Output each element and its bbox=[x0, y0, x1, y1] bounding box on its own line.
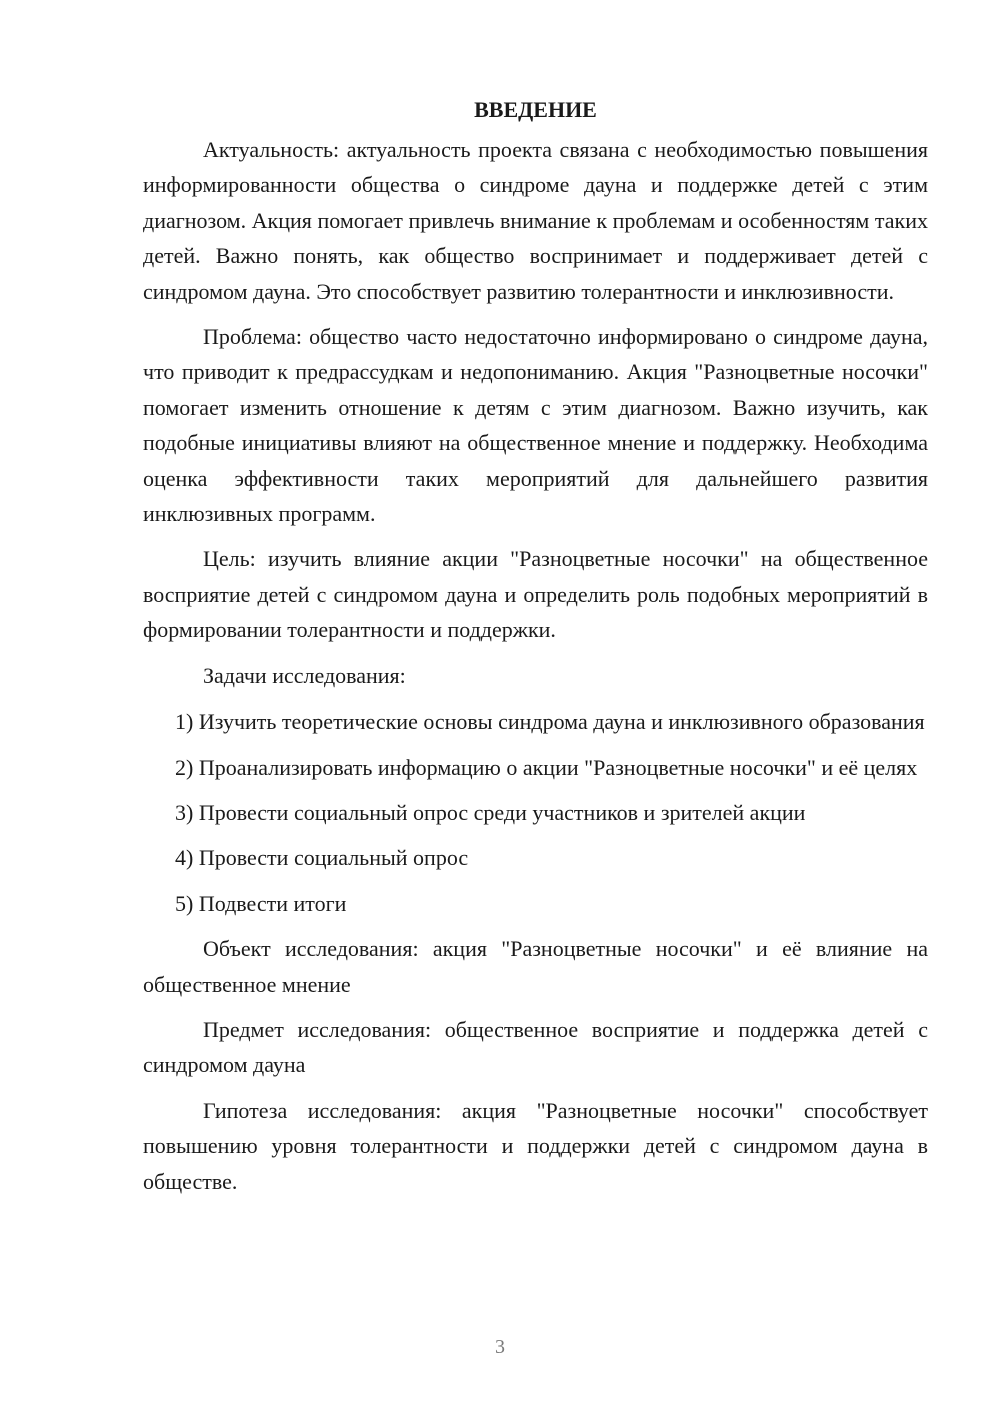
page-number: 3 bbox=[495, 1336, 505, 1358]
subject-paragraph: Предмет исследования: общественное восприятие и поддержка детей с синдромом дауна bbox=[143, 1016, 928, 1078]
task-item-2: 2) Проанализировать информацию о акции "Разноцветные носочки" и её целях bbox=[175, 754, 918, 780]
tasks-label: Задачи исследования: bbox=[203, 662, 406, 688]
object-paragraph: Объект исследования: акция "Разноцветные носочки" и её влияние на общественное мнение bbox=[143, 936, 928, 997]
problem-paragraph: Проблема: общество часто недостаточно информировано о синдроме дауна, что приводит к предрассудкам и недопониманию. Акция "Разноцветные носочки" помогает изменить отношение к детям с этим диагнозом. Важно изучить, как подобные инициативы влияют на общественное мнение и поддержку. Необходима оценка эффективности таких мероприятий для дальнейшего развития инклюзивных программ. bbox=[143, 324, 928, 527]
task-item-5: 5) Подвести итоги bbox=[175, 890, 347, 916]
goal-paragraph: Цель: изучить влияние акции "Разноцветные носочки" на общественное восприятие детей с синдромом дауна и определить роль подобных мероприятий в формировании толерантности и поддержки. bbox=[143, 546, 928, 643]
relevance-paragraph: Актуальность: актуальность проекта связана с необходимостью повышения информированности общества о синдроме дауна и поддержке детей с этим диагнозом. Акция помогает привлечь внимание к проблемам и особенностям таких детей. Важно понять, как общество воспринимает и поддерживает детей с синдромом дауна. Это способствует развитию толерантности и инклюзивности. bbox=[143, 137, 928, 304]
task-item-1: 1) Изучить теоретические основы синдрома дауна и инклюзивного образования bbox=[175, 709, 925, 735]
task-item-4: 4) Провести социальный опрос bbox=[175, 845, 469, 871]
page-content bbox=[143, 92, 928, 1209]
section-heading: ВВЕДЕНИЕ bbox=[474, 97, 597, 122]
hypothesis-paragraph: Гипотеза исследования: акция "Разноцветные носочки" способствует повышению уровня толерантности и поддержки детей с синдромом дауна в обществе. bbox=[143, 1097, 928, 1194]
task-item-3: 3) Провести социальный опрос среди участников и зрителей акции bbox=[175, 799, 806, 825]
